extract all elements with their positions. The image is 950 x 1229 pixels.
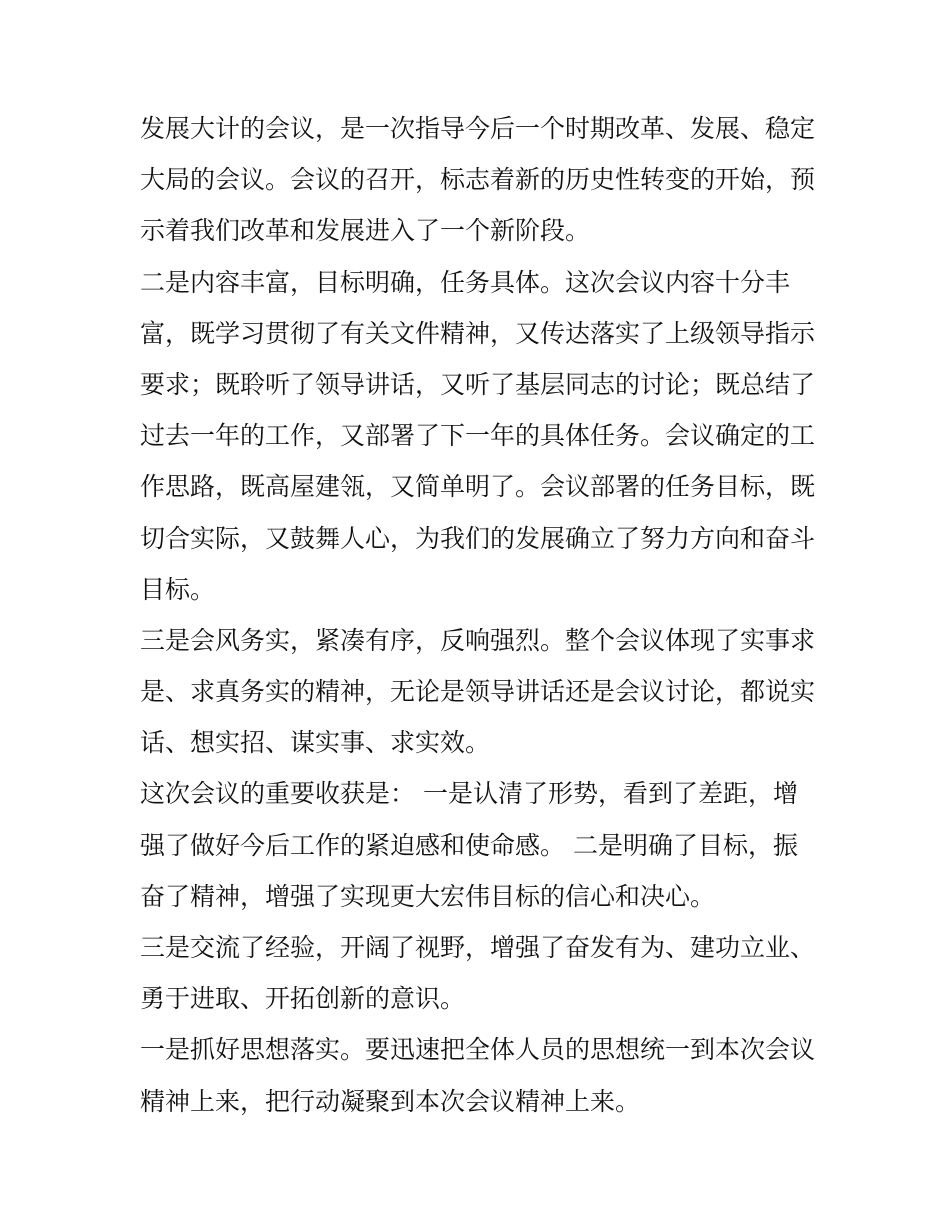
- text-line: 示着我们改革和发展进入了一个新阶段。: [140, 216, 591, 246]
- text-line: 发展大计的会议，是一次指导今后一个时期改革、发展、稳定: [140, 114, 816, 143]
- document-body: [140, 103, 820, 1127]
- text-line: 这次会议的重要收获是： 一是认清了形势，看到了差距，增: [140, 779, 798, 809]
- text-line: 三是会风务实，紧凑有序，反响强烈。整个会议体现了实事求: [140, 625, 816, 655]
- text-line: 奋了精神，增强了实现更大宏伟目标的信心和决心。: [140, 881, 716, 911]
- text-line: 富，既学习贯彻了有关文件精神，又传达落实了上级领导指示: [140, 318, 816, 348]
- text-line: 目标。: [140, 574, 216, 604]
- text-line: 精神上来，把行动凝聚到本次会议精神上来。: [140, 1086, 641, 1116]
- text-line: 勇于进取、开拓创新的意识。: [140, 984, 466, 1014]
- text-line: 话、想实招、谋实事、求实效。: [140, 728, 491, 758]
- text-line: 过去一年的工作，又部署了下一年的具体任务。会议确定的工: [140, 421, 816, 451]
- text-line: 三是交流了经验，开阔了视野，增强了奋发有为、建功立业、: [140, 933, 816, 962]
- text-line: 要求；既聆听了领导讲话，又听了基层同志的讨论；既总结了: [140, 369, 816, 399]
- text-line: 切合实际，又鼓舞人心，为我们的发展确立了努力方向和奋斗: [140, 523, 816, 553]
- text-line: 作思路，既高屋建瓴，又简单明了。会议部署的任务目标，既: [140, 472, 816, 502]
- text-line: 二是内容丰富，目标明确，任务具体。这次会议内容十分丰: [140, 267, 791, 297]
- text-line: 强了做好今后工作的紧迫感和使命感。 二是明确了目标，振: [140, 830, 798, 860]
- text-line: 是、求真务实的精神，无论是领导讲话还是会议讨论，都说实: [140, 677, 816, 707]
- text-line: 一是抓好思想落实。要迅速把全体人员的思想统一到本次会议: [140, 1035, 816, 1065]
- text-line: 大局的会议。会议的召开，标志着新的历史性转变的开始，预: [140, 165, 816, 195]
